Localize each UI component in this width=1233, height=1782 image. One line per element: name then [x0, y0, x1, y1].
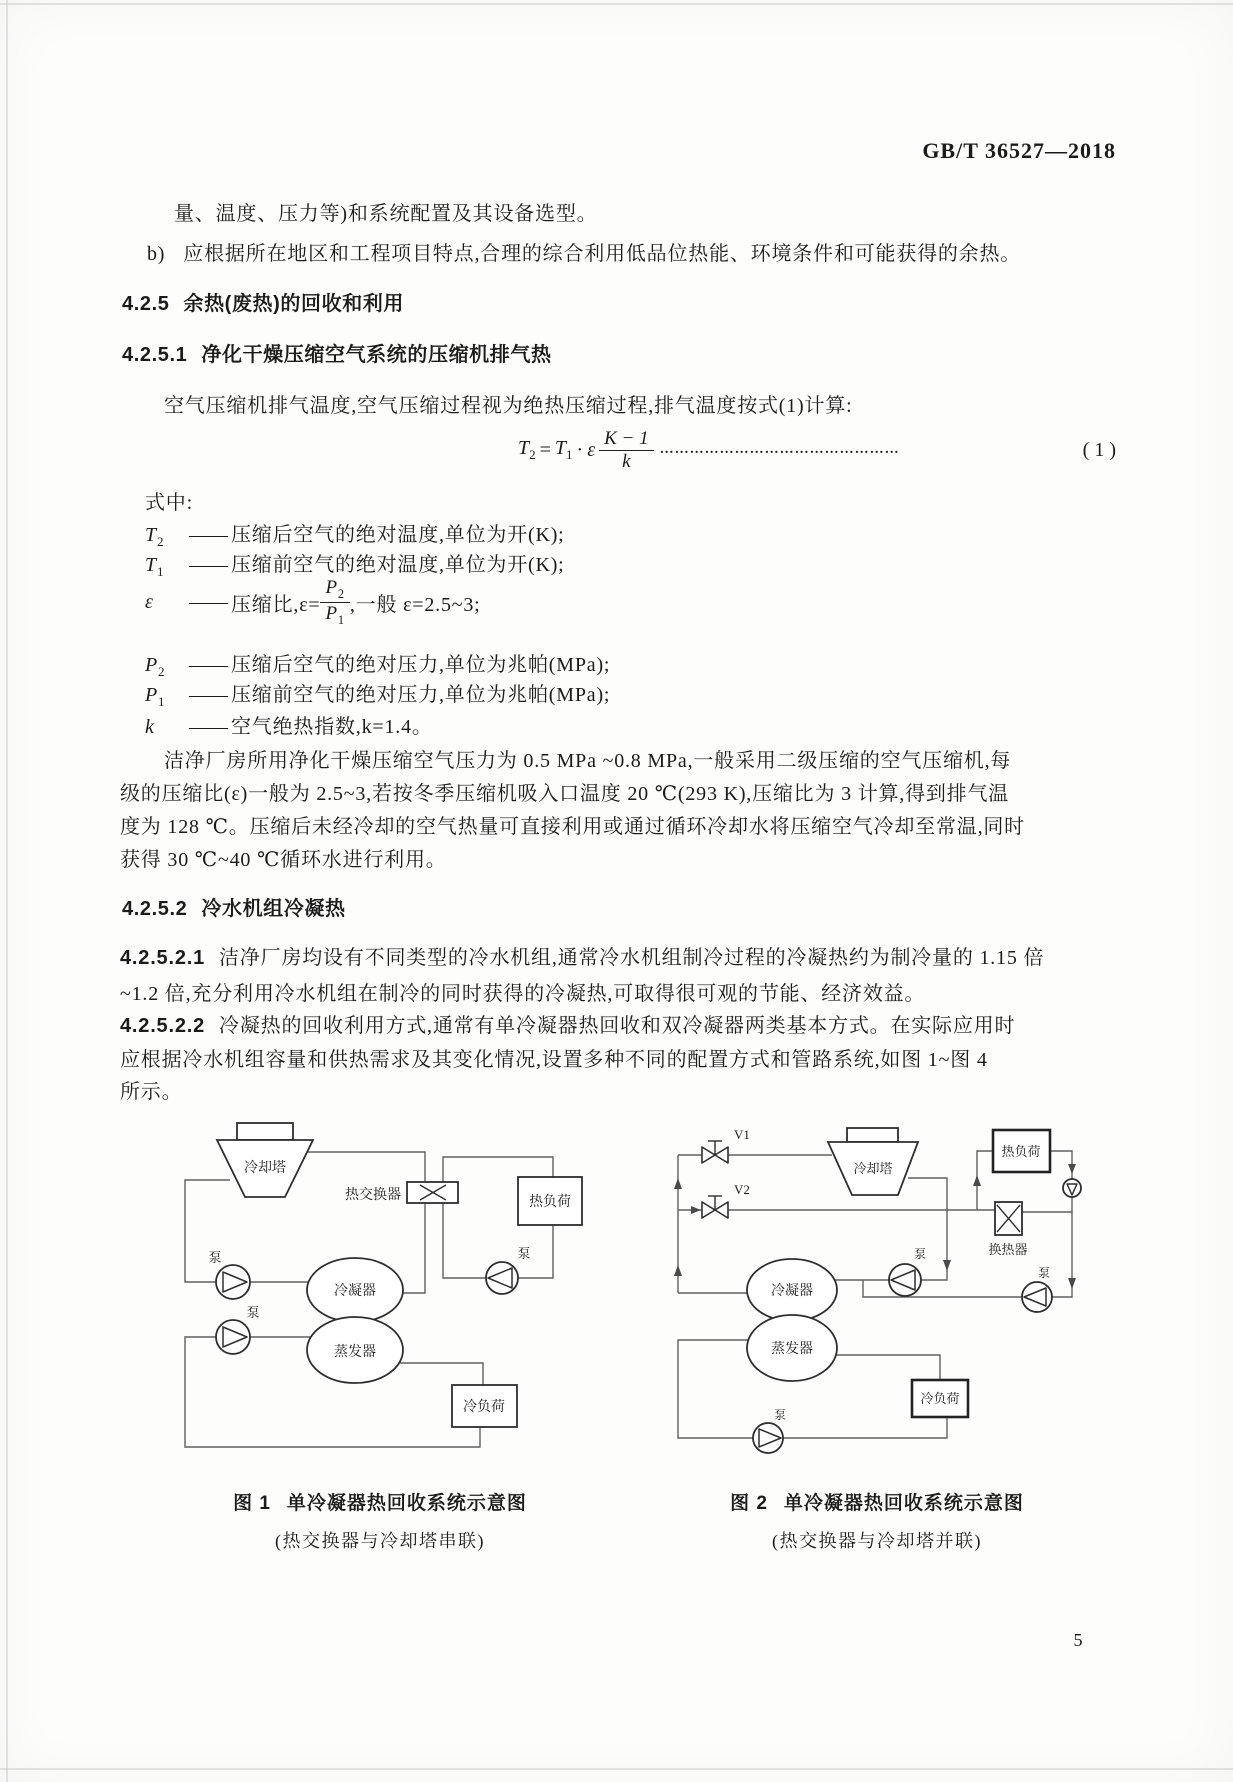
figure1-caption-sub: (热交换器与冷却塔串联): [275, 1531, 485, 1551]
paragraph-4-2-5-2-2: 4.2.5.2.2 冷凝热的回收利用方式,通常有单冷凝器热回收和双冷凝器两类基本方式。在实际应用时: [120, 1015, 1016, 1037]
evaporator-label: 蒸发器: [334, 1345, 376, 1360]
cooling-tower: [217, 1123, 313, 1197]
heading-title: 净化干燥压缩空气系统的压缩机排气热: [201, 344, 552, 366]
definition-epsilon: ε —— 压缩比,ε= $\frac{P_2}{P_1}$ ,一般 ε=2.5~3;: [145, 577, 481, 627]
scan-edge-bottom: [0, 1768, 1233, 1770]
definition-P1: $P_1$ —— 压缩前空气的绝对压力,单位为兆帕(MPa);: [145, 684, 611, 709]
paragraph-line: 级的压缩比(ε)一般为 2.5~3,若按冬季压缩机吸入口温度 20 ℃(293 K),压缩比为 3 计算,得到排气温: [120, 783, 1010, 805]
paragraph-line: 度为 128 ℃。压缩后未经冷却的空气热量可直接利用或通过循环冷却水将压缩空气冷却至常温,同时: [120, 816, 1025, 838]
heading-number: 4.2.5.2: [122, 898, 188, 920]
heading-number: 4.2.5.1: [122, 344, 188, 366]
definition-T1: $T_1$ —— 压缩前空气的绝对温度,单位为开(K);: [145, 554, 565, 579]
scan-edge-top: [0, 3, 1233, 5]
definition-k: k —— 空气绝热指数,k=1.4。: [145, 716, 433, 738]
list-item-b-marker: b): [147, 243, 166, 265]
heading-title: 余热(废热)的回收和利用: [183, 293, 405, 315]
heading-number: 4.2.5: [122, 293, 170, 315]
list-item-b: [147, 237, 1147, 266]
pump-label: 泵: [913, 1247, 927, 1261]
equation-number: ( 1 ): [1082, 438, 1116, 461]
figure2-caption-sub: (热交换器与冷却塔并联): [772, 1531, 982, 1551]
condenser-label: 冷凝器: [771, 1284, 813, 1299]
circulation-pump: [1063, 1179, 1081, 1197]
heading-4-2-5: [122, 287, 1122, 316]
pump: [216, 1265, 250, 1299]
paragraph-line: ~1.2 倍,充分利用冷水机组在制冷的同时获得的冷凝热,可取得很可观的节能、经济效益。: [120, 983, 926, 1005]
heading-title: 冷水机组冷凝热: [201, 898, 346, 920]
pump: [889, 1264, 921, 1296]
formula-intro: 空气压缩机排气温度,空气压缩过程视为绝热压缩过程,排气温度按式(1)计算:: [164, 395, 853, 417]
tower-label: 冷却塔: [244, 1161, 286, 1176]
scan-edge-left: [6, 0, 8, 1782]
heat-load-label: 热负荷: [529, 1195, 571, 1210]
figure1-diagram: [140, 1110, 620, 1460]
page-number: 5: [1073, 1630, 1083, 1650]
valve-v2-label: V2: [734, 1182, 750, 1197]
tower-label: 冷却塔: [853, 1161, 893, 1176]
pressure-ratio-fraction: $\frac{P_2}{P_1}$: [320, 578, 349, 627]
valve-v2: [702, 1196, 728, 1218]
clause-number: 4.2.5.2.2: [120, 1015, 206, 1037]
cool-load-label: 冷负荷: [463, 1400, 505, 1415]
equation-1: [120, 424, 1116, 476]
paragraph-line: 洁净厂房所用净化干燥压缩空气压力为 0.5 MPa ~0.8 MPa,一般采用二级压缩的空气压缩机,每: [164, 750, 1012, 772]
definition-T2: $T_2$ —— 压缩后空气的绝对温度,单位为开(K);: [145, 524, 565, 549]
paragraph-line: 应根据冷水机组容量和供热需求及其变化情况,设置多种不同的配置方式和管路系统,如图 1~图 4: [120, 1049, 988, 1071]
heading-4-2-5-2: [122, 892, 1122, 921]
figure2-diagram: [620, 1110, 1100, 1460]
figure1-caption: 图 1 单冷凝器热回收系统示意图: [233, 1493, 527, 1514]
standard-code: GB/T 36527—2018: [922, 138, 1116, 163]
condenser-label: 冷凝器: [334, 1284, 376, 1299]
valve-v1: [702, 1141, 728, 1163]
clause-number: 4.2.5.2.1: [120, 947, 206, 969]
pump-label: 泵: [246, 1305, 260, 1320]
pump-label: 泵: [1037, 1266, 1051, 1280]
list-item-b-text: 应根据所在地区和工程项目特点,合理的综合利用低品位热能、环境条件和可能获得的余热。: [183, 243, 1022, 265]
hx-label: 热交换器: [345, 1188, 401, 1203]
where-label: 式中:: [145, 492, 193, 514]
hx-label: 换热器: [988, 1242, 1028, 1257]
heat-exchanger: [995, 1202, 1022, 1235]
pump: [486, 1262, 518, 1294]
valve-v1-label: V1: [734, 1127, 750, 1142]
pump: [753, 1423, 783, 1453]
dot-leader: …………………………………………: [659, 442, 900, 457]
paragraph-line: 获得 30 ℃~40 ℃循环水进行利用。: [120, 849, 447, 871]
figure2-caption: 图 2 单冷凝器热回收系统示意图: [730, 1493, 1024, 1514]
paragraph-4-2-5-2-1: 4.2.5.2.1 洁净厂房均设有不同类型的冷水机组,通常冷水机组制冷过程的冷凝热约为制冷量的 1.15 倍: [120, 947, 1045, 969]
heat-load-label: 热负荷: [1001, 1144, 1041, 1159]
pump-label: 泵: [517, 1246, 531, 1261]
paragraph-line: 所示。: [120, 1081, 183, 1103]
pump: [216, 1320, 250, 1354]
exponent-fraction: $\frac{K - 1}{k}$: [599, 429, 654, 472]
equation-expression: $T_2$ = $T_1$ · ε $\frac{K - 1}{k}$: [518, 429, 654, 472]
pump: [1022, 1282, 1052, 1312]
heat-exchanger: [407, 1182, 458, 1203]
heading-4-2-5-1: [122, 338, 1122, 367]
continuation-line: 量、温度、压力等)和系统配置及其设备选型。: [174, 203, 598, 225]
evaporator-label: 蒸发器: [771, 1342, 813, 1357]
definition-P2: $P_2$ —— 压缩后空气的绝对压力,单位为兆帕(MPa);: [145, 654, 611, 679]
cool-load-label: 冷负荷: [920, 1391, 960, 1406]
pump-label: 泵: [773, 1408, 787, 1422]
pump-label: 泵: [208, 1250, 222, 1265]
